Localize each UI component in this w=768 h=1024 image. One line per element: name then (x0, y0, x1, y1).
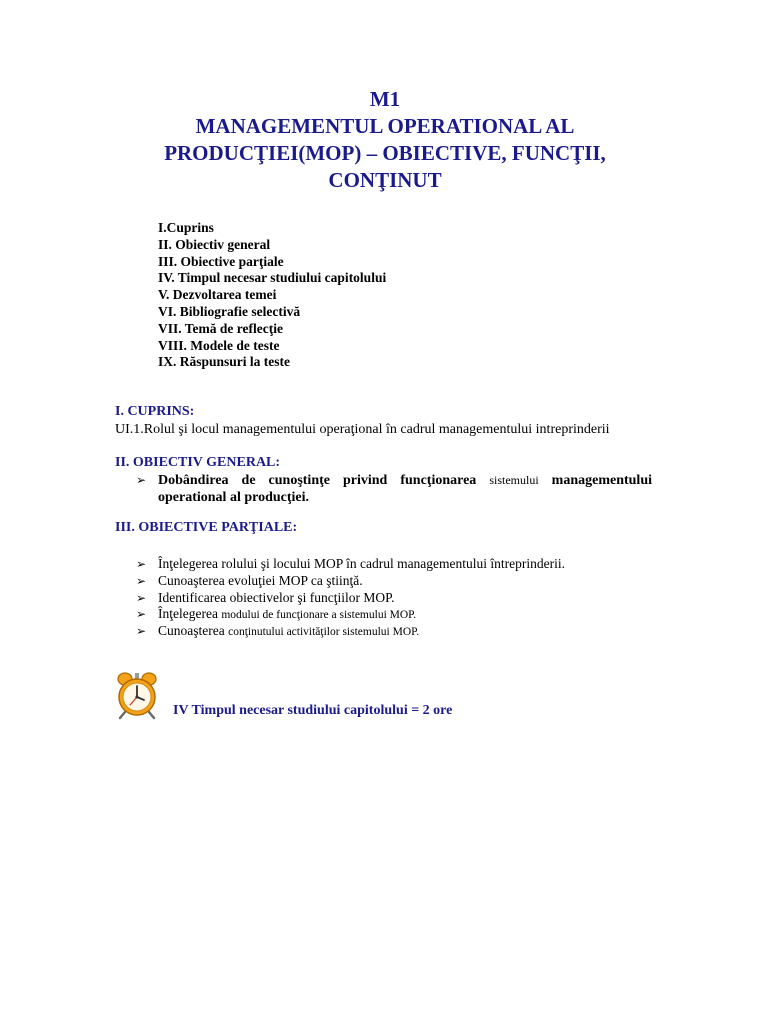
arrow-bullet-icon: ➢ (136, 573, 147, 588)
section-heading-cuprins: I. CUPRINS: (115, 404, 195, 419)
toc-item: VIII. Modele de teste (158, 337, 280, 353)
toc-item: III. Obiective parţiale (158, 253, 284, 269)
obiective-partiale-list (136, 556, 565, 640)
obiectiv-general-list (136, 472, 652, 506)
section-text-cuprins: UI.1.Rolul şi locul managementului operaţional în cadrul managementului intreprinderii (115, 422, 610, 437)
toc-item: V. Dezvoltarea temei (158, 287, 277, 303)
arrow-bullet-icon: ➢ (136, 607, 147, 622)
section-heading-obiectiv-general: II. OBIECTIV GENERAL: (115, 455, 281, 470)
toc-item: VII. Temă de reflecţie (158, 320, 283, 336)
list-item: ➢ Înţelegerea modului de funcţionare a sistemului MOP. (136, 606, 417, 622)
module-code: M1 (369, 87, 401, 111)
list-item: ➢ Înţelegerea rolului şi locului MOP în cadrul managementului întreprinderii. (136, 556, 566, 571)
title-line: MANAGEMENTUL OPERATIONAL AL (195, 114, 575, 138)
list-item (136, 472, 652, 506)
toc-item: II. Obiectiv general (158, 236, 271, 252)
list-item: ➢ Cunoaşterea conţinutului activităţilor sistemului MOP. (136, 623, 420, 639)
arrow-bullet-icon: ➢ (136, 557, 147, 571)
toc-item: I.Cuprins (158, 220, 214, 235)
toc-item: IX. Răspunsuri la teste (158, 354, 291, 370)
list-item: ➢ Identificarea obiectivelor şi funcţiilor MOP. (136, 589, 395, 605)
study-time-text: IV Timpul necesar studiului capitolului = 2 ore (173, 703, 453, 718)
toc-item: VI. Bibliografie selectivă (158, 303, 301, 319)
table-of-contents (158, 220, 386, 371)
document-title (120, 86, 650, 194)
arrow-bullet-icon: ➢ (136, 473, 147, 487)
section-heading-obiective-partiale: III. OBIECTIVE PARŢIALE: (115, 520, 298, 535)
title-line: PRODUCŢIEI(MOP) – OBIECTIVE, FUNCŢII, (164, 141, 606, 165)
title-line: CONŢINUT (328, 168, 442, 192)
alarm-clock-icon (113, 670, 161, 720)
list-item-text: Dobândirea de cunoştinţe privind funcţionarea sistemului managementului operational al producţiei. (158, 473, 652, 505)
list-item: ➢ Cunoaşterea evoluţiei MOP ca ştiinţă. (136, 572, 363, 588)
arrow-bullet-icon: ➢ (136, 590, 147, 605)
arrow-bullet-icon: ➢ (136, 624, 147, 639)
toc-item: IV. Timpul necesar studiului capitolului (158, 270, 387, 286)
